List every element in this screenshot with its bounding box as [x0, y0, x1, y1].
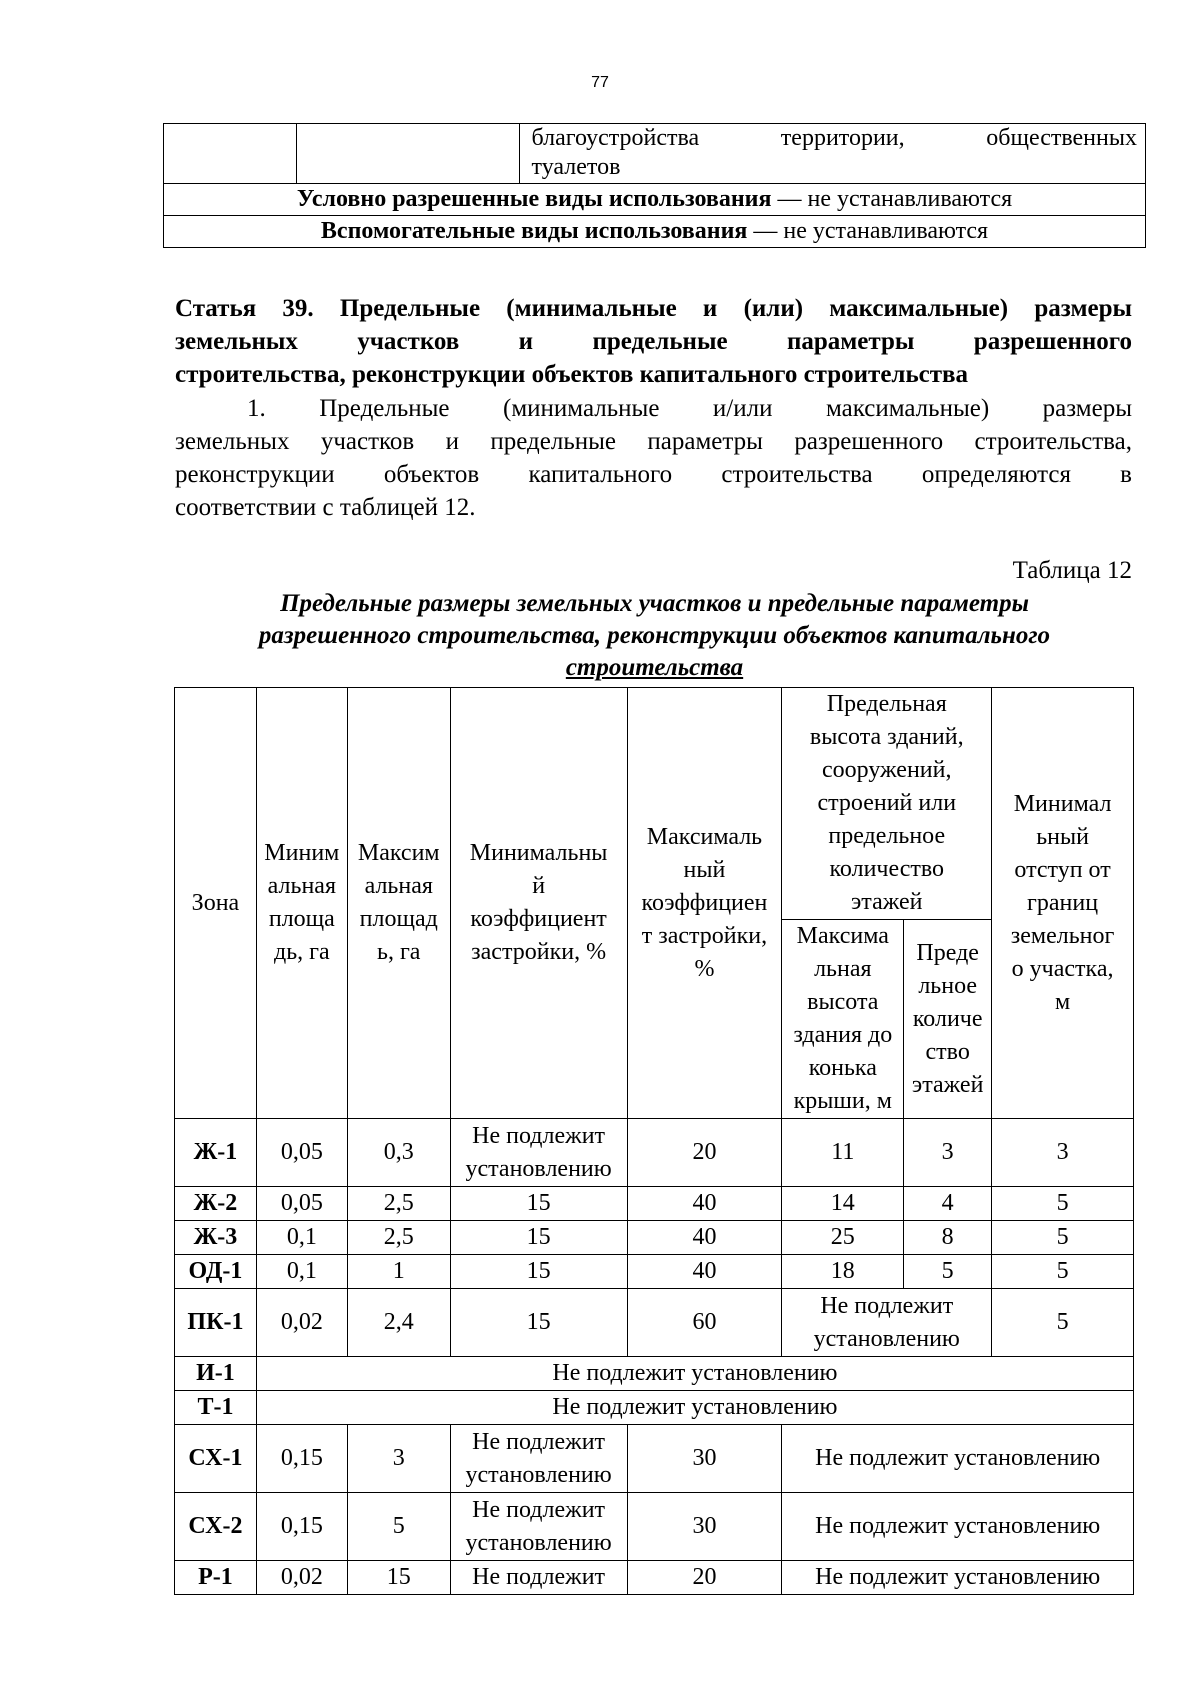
table-cell: 0,15 [256, 1425, 347, 1493]
table-row [175, 1289, 1134, 1357]
conditional-uses-label: Условно разрешенные виды использования [296, 186, 772, 212]
header-text-line: предельное [828, 823, 946, 849]
table-cell: 14 [782, 1187, 904, 1221]
header-min-coef [450, 688, 627, 1119]
auxiliary-uses-label: Вспомогательные виды использования [320, 218, 748, 244]
table-cell: Не подлежит установлению [256, 1391, 1133, 1425]
header-text-line: коэффициен [641, 889, 768, 916]
article-heading [175, 292, 1132, 391]
header-max-coef [627, 688, 782, 1119]
table-cell [782, 1289, 992, 1357]
table-cell: 2,5 [347, 1221, 450, 1255]
header-text-line: альная [364, 873, 433, 899]
cell-text-line: установлению [465, 1529, 612, 1556]
table-cell: 0,1 [256, 1255, 347, 1289]
header-text-line: этажей [911, 1071, 984, 1098]
header-text-line: крыши, м [793, 1088, 892, 1114]
header-text-line: земельног [1010, 922, 1115, 949]
header-text-line: Максималь [646, 823, 763, 850]
table-cell: 3 [347, 1425, 450, 1493]
table-cell: 3 [992, 1119, 1134, 1187]
header-min-area [256, 688, 347, 1119]
table-cell: Не подлежит установлению [782, 1493, 1134, 1561]
zone-code: СХ-1 [175, 1425, 257, 1493]
header-height-group [782, 688, 992, 920]
table-row [164, 124, 1146, 184]
header-text-line: здания до [793, 1022, 893, 1048]
header-text-line: сооружений, [822, 757, 952, 783]
header-text-line: м [1054, 988, 1071, 1015]
table-row [175, 1561, 1134, 1595]
header-text-line: дь, га [274, 939, 330, 965]
table-row [175, 1255, 1134, 1289]
zone-code: Ж-3 [175, 1221, 257, 1255]
table-cell [164, 124, 297, 184]
cell-text-line: Не подлежит [472, 1428, 606, 1455]
header-text-line: ь, га [377, 939, 421, 965]
cell-text-line: туалетов [531, 154, 621, 180]
cell-text-line: установлению [465, 1155, 612, 1182]
header-text-line: альная [267, 873, 336, 899]
cell-text-line: Не подлежит [472, 1122, 606, 1149]
table-cell: 0,05 [256, 1187, 347, 1221]
header-text-line: строений или [817, 790, 957, 816]
limits-table [174, 687, 1134, 1595]
auxiliary-uses-row [164, 216, 1146, 248]
table-row [175, 1425, 1134, 1493]
header-text-line: Предельная [826, 691, 947, 717]
table-cell: 60 [627, 1289, 782, 1357]
table-cell: 0,02 [256, 1289, 347, 1357]
table-cell: 30 [627, 1425, 782, 1493]
table-cell: 5 [992, 1221, 1134, 1255]
table-cell: 0,3 [347, 1119, 450, 1187]
table-cell: 5 [992, 1255, 1134, 1289]
header-text-line: Минимал [1013, 790, 1112, 817]
paragraph-line: реконструкции объектов капитального строительства определяются в [175, 461, 1132, 488]
table-cell: 0,1 [256, 1221, 347, 1255]
header-text-line: границ [1027, 889, 1099, 916]
header-zone: Зона [175, 688, 257, 1119]
conditional-uses-row [164, 184, 1146, 216]
table-row [175, 1357, 1134, 1391]
header-text-line: количе [912, 1005, 983, 1032]
header-text-line: этажей [851, 889, 923, 915]
header-text-line: льное [918, 972, 978, 999]
cell-text-line: благоустройства территории, общественных [531, 125, 1137, 151]
table-cell: 5 [347, 1493, 450, 1561]
table-cell: 15 [347, 1561, 450, 1595]
header-max-area [347, 688, 450, 1119]
table-cell: 2,5 [347, 1187, 450, 1221]
table-cell [519, 124, 1145, 184]
table-cell: 3 [904, 1119, 992, 1187]
header-max-height [782, 920, 904, 1119]
table-cell: 8 [904, 1221, 992, 1255]
article-heading-line: Статья 39. Предельные (минимальные и (или) максимальные) размеры [175, 295, 1132, 322]
zone-code: И-1 [175, 1357, 257, 1391]
table-number-label: Таблица 12 [1012, 557, 1132, 584]
conditional-uses-value: — не устанавливаются [771, 186, 1013, 212]
header-text-line: высота [807, 989, 879, 1015]
table-cell [450, 1493, 627, 1561]
auxiliary-uses-value: — не устанавливаются [747, 218, 989, 244]
header-text-line: Преде [916, 939, 979, 966]
zone-code: ОД-1 [175, 1255, 257, 1289]
article-heading-line: строительства, реконструкции объектов капитального строительства [175, 361, 969, 388]
header-text-line: льная [814, 956, 872, 982]
table-cell: Не подлежит установлению [782, 1425, 1134, 1493]
table-cell: Не подлежит установлению [782, 1561, 1134, 1595]
table-cell: 5 [992, 1289, 1134, 1357]
header-text-line: высота зданий, [809, 724, 964, 750]
cell-text-line: установлению [465, 1461, 612, 1488]
zone-code: ПК-1 [175, 1289, 257, 1357]
article-heading-line: земельных участков и предельные параметры разрешенного [175, 328, 1132, 355]
header-text-line: й [532, 873, 546, 899]
header-text-line: отступ от [1014, 856, 1111, 883]
table-row [175, 1221, 1134, 1255]
table-caption-line: разрешенного строительства, реконструкции объектов капитального [258, 622, 1051, 649]
header-text-line: т застройки, [641, 922, 768, 949]
table-row [175, 1493, 1134, 1561]
table-cell: 15 [450, 1187, 627, 1221]
table-row [164, 184, 1146, 216]
header-text-line: застройки, % [471, 939, 607, 965]
zone-code: Ж-1 [175, 1119, 257, 1187]
header-text-line: Максима [796, 923, 889, 949]
table-cell: 20 [627, 1561, 782, 1595]
header-text-line: о участка, [1011, 955, 1114, 982]
table-cell: 18 [782, 1255, 904, 1289]
table-cell: 0,05 [256, 1119, 347, 1187]
table-cell: 5 [904, 1255, 992, 1289]
header-text-line: количество [829, 856, 945, 882]
table-cell [296, 124, 519, 184]
page-number: 77 [591, 74, 609, 91]
header-text-line: Миним [264, 840, 340, 866]
table-row [175, 1119, 1134, 1187]
header-min-offset [992, 688, 1134, 1119]
header-text-line: Минимальны [469, 840, 608, 866]
header-text-line: площа [268, 906, 335, 932]
header-text-line: % [694, 955, 715, 982]
table-cell: 40 [627, 1255, 782, 1289]
table-cell: 25 [782, 1221, 904, 1255]
zone-code: Ж-2 [175, 1187, 257, 1221]
paragraph-line: земельных участков и предельные параметры разрешенного строительства, [175, 428, 1132, 455]
table-cell: 5 [992, 1187, 1134, 1221]
zone-code: Т-1 [175, 1391, 257, 1425]
header-floors [904, 920, 992, 1119]
header-text-line: ьный [1036, 823, 1089, 850]
article-paragraph [175, 392, 1132, 524]
cell-text-line: Не подлежит [820, 1292, 954, 1319]
table-cell: 40 [627, 1187, 782, 1221]
table-cell: 0,15 [256, 1493, 347, 1561]
table-cell [450, 1119, 627, 1187]
table-caption [163, 588, 1146, 684]
table-cell [450, 1425, 627, 1493]
header-text-line: площад [359, 906, 438, 932]
zone-code: Р-1 [175, 1561, 257, 1595]
table-cell: 15 [450, 1289, 627, 1357]
table-row [175, 1187, 1134, 1221]
table-cell: 2,4 [347, 1289, 450, 1357]
table-caption-line: Предельные размеры земельных участков и предельные параметры [280, 590, 1029, 617]
header-text-line: конька [808, 1055, 877, 1081]
table-cell: 0,02 [256, 1561, 347, 1595]
table-cell: Не подлежит [450, 1561, 627, 1595]
paragraph-line: 1. Предельные (минимальные и/или максимальные) размеры [247, 395, 1132, 422]
cell-text-line: Не подлежит [472, 1496, 606, 1523]
table-row [164, 216, 1146, 248]
header-text-line: Максим [357, 840, 440, 866]
table-cell: 30 [627, 1493, 782, 1561]
table-cell: 1 [347, 1255, 450, 1289]
table-row [175, 1391, 1134, 1425]
header-text-line: ный [683, 856, 726, 883]
table-cell: 15 [450, 1255, 627, 1289]
table-cell: 11 [782, 1119, 904, 1187]
cell-text-line: установлению [813, 1325, 960, 1352]
permitted-uses-table-continuation [163, 123, 1146, 248]
table-caption-line: строительства [565, 654, 744, 681]
header-row [175, 688, 1134, 920]
table-cell: 40 [627, 1221, 782, 1255]
table-cell: 20 [627, 1119, 782, 1187]
table-cell: 4 [904, 1187, 992, 1221]
paragraph-line: соответствии с таблицей 12. [175, 494, 476, 521]
header-text-line: ство [925, 1038, 970, 1065]
table-cell: Не подлежит установлению [256, 1357, 1133, 1391]
zone-code: СХ-2 [175, 1493, 257, 1561]
table-cell: 15 [450, 1221, 627, 1255]
header-text-line: коэффициент [470, 906, 607, 932]
